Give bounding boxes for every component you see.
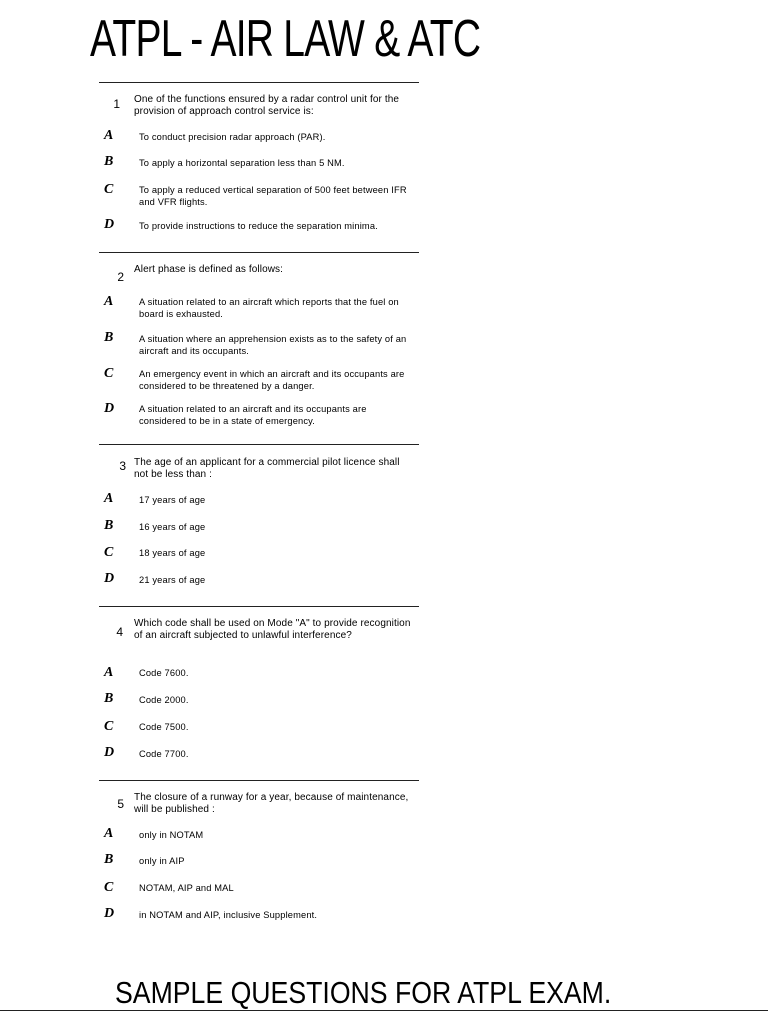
option-letter: A [104, 665, 114, 680]
option-text: 17 years of age [139, 495, 206, 505]
option-letter: D [104, 745, 115, 760]
option-letter: B [104, 154, 114, 169]
option-letter: C [104, 719, 114, 734]
option-letter: A [104, 826, 114, 841]
question-text: Alert phase is defined as follows: [134, 264, 284, 275]
option-text: only in NOTAM [139, 830, 204, 840]
option-letter: D [104, 571, 115, 586]
option-letter: C [104, 545, 114, 560]
option-text: 21 years of age [139, 575, 206, 585]
option-text: only in AIP [139, 856, 185, 866]
option-letter: B [104, 518, 114, 533]
option-text: Code 7700. [139, 749, 189, 759]
option-letter: A [104, 294, 114, 309]
option-text: A situation where an apprehension exists as to the safety of an aircraft and its occupants. [139, 334, 407, 356]
question-text: One of the functions ensured by a radar control unit for the provision of approach control service is: [134, 94, 400, 117]
divider [99, 780, 419, 781]
question-number: 1 [113, 97, 120, 111]
option-letter: D [104, 906, 115, 921]
option-letter: B [104, 691, 114, 706]
option-letter: A [104, 491, 114, 506]
option-text: To apply a reduced vertical separation of 500 feet between IFR and VFR flights. [139, 185, 407, 207]
option-text: A situation related to an aircraft which reports that the fuel on board is exhausted. [139, 297, 399, 319]
question-text: The closure of a runway for a year, because of maintenance, will be published : [134, 792, 409, 815]
divider [99, 444, 419, 445]
question-text: The age of an applicant for a commercial pilot licence shall not be less than : [134, 457, 400, 480]
divider [99, 252, 419, 253]
option-text: To conduct precision radar approach (PAR). [139, 132, 326, 142]
page-title: ATPL - AIR LAW & ATC [90, 10, 481, 68]
option-text: Code 7600. [139, 668, 189, 678]
question-number: 2 [117, 270, 124, 284]
option-text: NOTAM, AIP and MAL [139, 883, 234, 893]
option-letter: C [104, 366, 114, 381]
option-letter: D [104, 401, 115, 416]
footer-caption: SAMPLE QUESTIONS FOR ATPL EXAM. [115, 975, 612, 1010]
option-letter: B [104, 330, 114, 345]
option-text: in NOTAM and AIP, inclusive Supplement. [139, 910, 318, 920]
option-letter: B [104, 852, 114, 867]
question-number: 3 [119, 459, 126, 473]
question-text: Which code shall be used on Mode "A" to provide recognition of an aircraft subjected to unlawful interference? [134, 618, 411, 641]
divider [99, 606, 419, 607]
option-letter: C [104, 182, 114, 197]
option-letter: C [104, 880, 114, 895]
option-letter: D [104, 217, 115, 232]
option-text: A situation related to an aircraft and its occupants are considered to be in a state of emergency. [139, 404, 367, 426]
option-text: Code 7500. [139, 722, 189, 732]
question-number: 5 [117, 797, 124, 811]
divider [99, 82, 419, 83]
option-text: To provide instructions to reduce the separation minima. [139, 221, 378, 231]
question-number: 4 [116, 625, 123, 639]
option-text: Code 2000. [139, 695, 189, 705]
option-text: 18 years of age [139, 548, 206, 558]
option-letter: A [104, 128, 114, 143]
footer-divider [0, 1010, 768, 1011]
option-text: To apply a horizontal separation less than 5 NM. [139, 158, 345, 168]
option-text: An emergency event in which an aircraft and its occupants are considered to be threatened by a danger. [139, 369, 405, 391]
option-text: 16 years of age [139, 522, 206, 532]
